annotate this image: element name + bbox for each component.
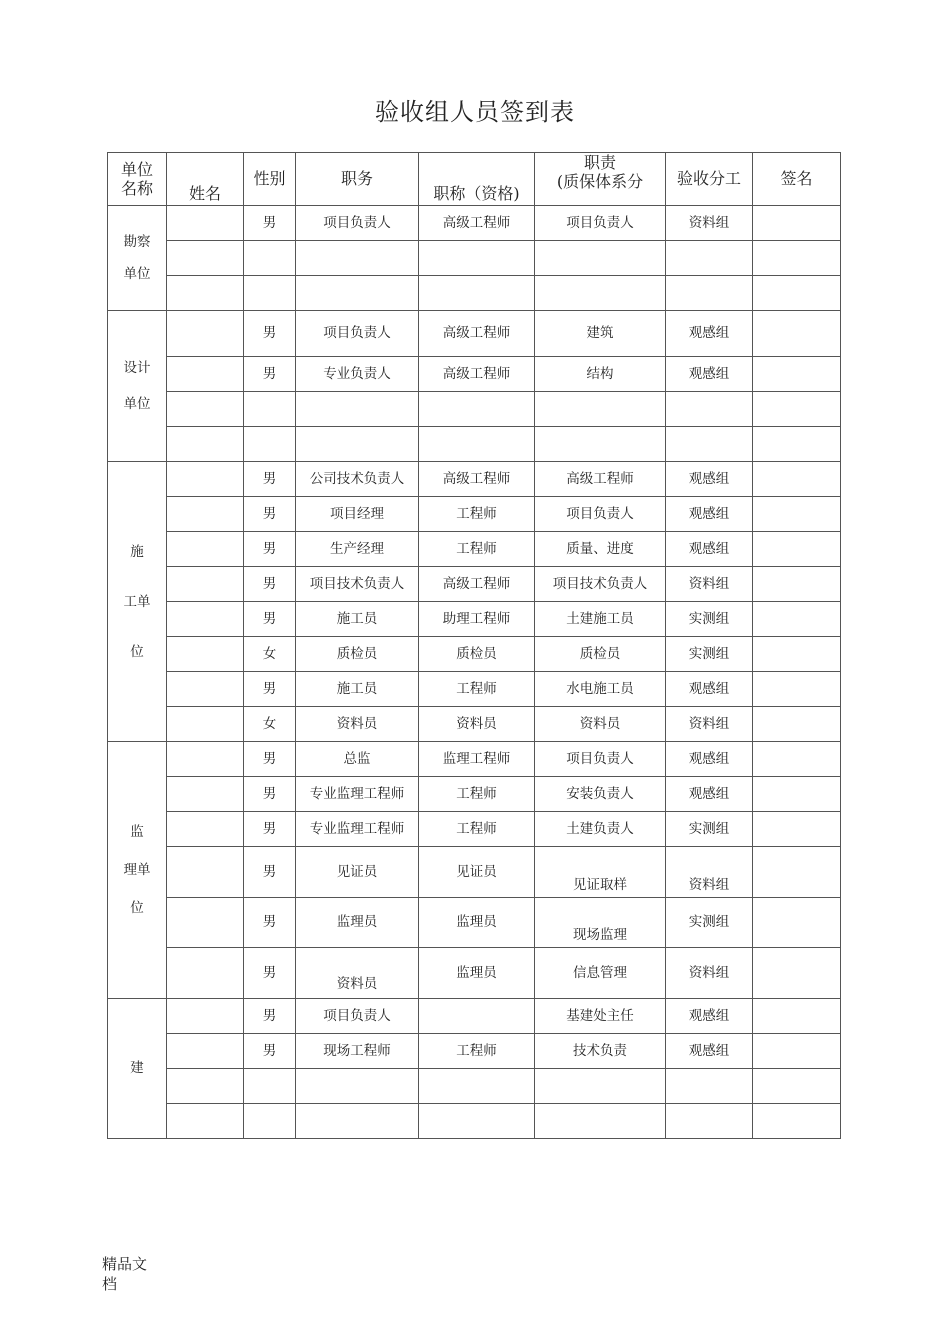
signature-cell[interactable]: [753, 742, 841, 777]
header-unit-line2: 名称: [120, 179, 153, 198]
signature-cell[interactable]: [753, 241, 841, 276]
position-cell: 施工员: [296, 672, 419, 707]
name-cell[interactable]: [167, 777, 244, 812]
group-label-line: 建: [130, 1060, 144, 1077]
group-label-line: 设计: [123, 360, 151, 376]
role-cell: [666, 1104, 753, 1139]
table-row: [108, 241, 841, 276]
table-row: [108, 742, 841, 777]
responsibility-cell: [535, 427, 666, 462]
sign-in-table: [107, 152, 841, 1139]
gender-cell: 男: [244, 462, 296, 497]
role-cell: 观感组: [666, 1034, 753, 1069]
table-row: [108, 427, 841, 462]
signature-cell[interactable]: [753, 847, 841, 898]
name-cell[interactable]: [167, 427, 244, 462]
position-cell: 专业监理工程师: [296, 777, 419, 812]
position-cell: 见证员: [296, 847, 419, 898]
position-cell: [296, 392, 419, 427]
name-cell[interactable]: [167, 276, 244, 311]
header-unit-line1: 单位: [120, 159, 153, 179]
responsibility-cell: 信息管理: [535, 948, 666, 999]
name-cell[interactable]: [167, 672, 244, 707]
responsibility-cell: [535, 1104, 666, 1139]
gender-cell: [244, 427, 296, 462]
title-cell: [419, 427, 535, 462]
table-row: [108, 999, 841, 1034]
table-row: [108, 276, 841, 311]
responsibility-cell: 技术负责: [535, 1034, 666, 1069]
signature-cell[interactable]: [753, 812, 841, 847]
signature-cell[interactable]: [753, 392, 841, 427]
responsibility-cell: 土建施工员: [535, 602, 666, 637]
table-row: [108, 462, 841, 497]
name-cell[interactable]: [167, 948, 244, 999]
name-cell[interactable]: [167, 1069, 244, 1104]
role-cell: 观感组: [666, 672, 753, 707]
gender-cell: 男: [244, 602, 296, 637]
role-cell: [666, 241, 753, 276]
title-cell: 高级工程师: [419, 462, 535, 497]
title-cell: 监理员: [419, 948, 535, 999]
gender-cell: 男: [244, 898, 296, 948]
responsibility-cell: [535, 241, 666, 276]
header-row: [108, 153, 841, 206]
name-cell[interactable]: [167, 602, 244, 637]
header-position: 职务: [296, 153, 419, 206]
table-row: [108, 948, 841, 999]
gender-cell: 男: [244, 206, 296, 241]
header-name: 姓名: [167, 153, 244, 206]
table-row: [108, 847, 841, 898]
header-role: 验收分工: [666, 153, 753, 206]
gender-cell: [244, 392, 296, 427]
gender-cell: 男: [244, 311, 296, 357]
gender-cell: 男: [244, 742, 296, 777]
signature-cell[interactable]: [753, 206, 841, 241]
responsibility-cell: 资料员: [535, 707, 666, 742]
signature-cell[interactable]: [753, 497, 841, 532]
role-cell: 资料组: [666, 567, 753, 602]
table-row: [108, 497, 841, 532]
group-label-construction: [108, 462, 167, 742]
name-cell[interactable]: [167, 206, 244, 241]
role-cell: 观感组: [666, 742, 753, 777]
signature-cell[interactable]: [753, 311, 841, 357]
group-label-line: 施: [130, 543, 144, 560]
responsibility-cell: 基建处主任: [535, 999, 666, 1034]
role-cell: [666, 427, 753, 462]
title-cell: [419, 999, 535, 1034]
role-cell: 资料组: [666, 847, 753, 898]
table-row: [108, 602, 841, 637]
title-cell: 高级工程师: [419, 311, 535, 357]
responsibility-cell: [535, 1069, 666, 1104]
name-cell[interactable]: [167, 532, 244, 567]
name-cell[interactable]: [167, 392, 244, 427]
table-row: [108, 357, 841, 392]
gender-cell: 女: [244, 707, 296, 742]
name-cell[interactable]: [167, 497, 244, 532]
responsibility-cell: 现场监理: [535, 898, 666, 948]
role-cell: 观感组: [666, 311, 753, 357]
role-cell: 观感组: [666, 532, 753, 567]
signature-cell[interactable]: [753, 1104, 841, 1139]
group-label-line: 理单: [123, 862, 151, 878]
footer-line: 精品文: [102, 1255, 148, 1273]
role-cell: 实测组: [666, 602, 753, 637]
table-row: [108, 672, 841, 707]
table-row: [108, 206, 841, 241]
group-label-line: 监: [130, 824, 144, 840]
title-cell: 工程师: [419, 532, 535, 567]
signature-cell[interactable]: [753, 602, 841, 637]
name-cell[interactable]: [167, 812, 244, 847]
header-responsibility: [535, 153, 666, 206]
group-label-line: 单位: [123, 266, 151, 282]
signature-cell[interactable]: [753, 1069, 841, 1104]
title-cell: 高级工程师: [419, 357, 535, 392]
gender-cell: 男: [244, 999, 296, 1034]
footer-watermark: [102, 1254, 162, 1294]
gender-cell: 男: [244, 777, 296, 812]
name-cell[interactable]: [167, 1104, 244, 1139]
responsibility-cell: 质检员: [535, 637, 666, 672]
position-cell: 专业监理工程师: [296, 812, 419, 847]
position-cell: [296, 241, 419, 276]
role-cell: 观感组: [666, 777, 753, 812]
title-cell: 工程师: [419, 497, 535, 532]
title-cell: 质检员: [419, 637, 535, 672]
name-cell[interactable]: [167, 847, 244, 898]
responsibility-cell: 项目负责人: [535, 497, 666, 532]
position-cell: 总监: [296, 742, 419, 777]
group-label-line: 位: [130, 900, 144, 916]
role-cell: 资料组: [666, 707, 753, 742]
table-row: [108, 707, 841, 742]
title-cell: 资料员: [419, 707, 535, 742]
title-cell: 监理员: [419, 898, 535, 948]
signature-cell[interactable]: [753, 357, 841, 392]
signature-cell[interactable]: [753, 532, 841, 567]
responsibility-cell: 项目负责人: [535, 206, 666, 241]
position-cell: 项目负责人: [296, 311, 419, 357]
title-cell: 工程师: [419, 812, 535, 847]
responsibility-cell: 见证取样: [535, 847, 666, 898]
title-cell: 工程师: [419, 672, 535, 707]
name-cell[interactable]: [167, 462, 244, 497]
responsibility-cell: 水电施工员: [535, 672, 666, 707]
position-cell: 监理员: [296, 898, 419, 948]
name-cell[interactable]: [167, 742, 244, 777]
responsibility-cell: 质量、进度: [535, 532, 666, 567]
role-cell: [666, 276, 753, 311]
position-cell: 专业负责人: [296, 357, 419, 392]
responsibility-cell: [535, 392, 666, 427]
position-cell: 施工员: [296, 602, 419, 637]
table-row: [108, 1069, 841, 1104]
title-cell: [419, 1069, 535, 1104]
footer-line: 档: [102, 1275, 118, 1293]
name-cell[interactable]: [167, 707, 244, 742]
signature-cell[interactable]: [753, 948, 841, 999]
table-row: [108, 311, 841, 357]
position-cell: 项目负责人: [296, 206, 419, 241]
role-cell: 观感组: [666, 357, 753, 392]
role-cell: 实测组: [666, 898, 753, 948]
table-row: [108, 532, 841, 567]
signature-cell[interactable]: [753, 672, 841, 707]
signature-cell[interactable]: [753, 707, 841, 742]
title-cell: 高级工程师: [419, 567, 535, 602]
signature-cell[interactable]: [753, 427, 841, 462]
signature-cell[interactable]: [753, 567, 841, 602]
group-label-line: 单位: [123, 396, 151, 412]
position-cell: 现场工程师: [296, 1034, 419, 1069]
position-cell: 公司技术负责人: [296, 462, 419, 497]
gender-cell: 女: [244, 637, 296, 672]
responsibility-cell: 项目负责人: [535, 742, 666, 777]
header-resp-line2: (质保体系分: [556, 172, 644, 192]
gender-cell: 男: [244, 812, 296, 847]
gender-cell: 男: [244, 567, 296, 602]
responsibility-cell: 高级工程师: [535, 462, 666, 497]
role-cell: 资料组: [666, 206, 753, 241]
position-cell: [296, 1104, 419, 1139]
table-row: [108, 637, 841, 672]
role-cell: 资料组: [666, 948, 753, 999]
group-label-line: 工单: [123, 593, 151, 610]
name-cell[interactable]: [167, 1034, 244, 1069]
name-cell[interactable]: [167, 898, 244, 948]
signature-cell[interactable]: [753, 637, 841, 672]
position-cell: [296, 1069, 419, 1104]
table-row: [108, 812, 841, 847]
table-row: [108, 777, 841, 812]
position-cell: 项目负责人: [296, 999, 419, 1034]
name-cell[interactable]: [167, 311, 244, 357]
table-row: [108, 567, 841, 602]
signature-cell[interactable]: [753, 276, 841, 311]
name-cell[interactable]: [167, 241, 244, 276]
title-cell: 见证员: [419, 847, 535, 898]
position-cell: 生产经理: [296, 532, 419, 567]
title-cell: 高级工程师: [419, 206, 535, 241]
position-cell: 项目经理: [296, 497, 419, 532]
position-cell: [296, 427, 419, 462]
group-label-design: [108, 311, 167, 462]
position-cell: 资料员: [296, 707, 419, 742]
responsibility-cell: [535, 276, 666, 311]
name-cell[interactable]: [167, 357, 244, 392]
signature-cell[interactable]: [753, 777, 841, 812]
gender-cell: 男: [244, 357, 296, 392]
group-label-line: 位: [130, 643, 144, 660]
gender-cell: [244, 1104, 296, 1139]
gender-cell: 男: [244, 532, 296, 567]
role-cell: 观感组: [666, 462, 753, 497]
role-cell: [666, 1069, 753, 1104]
responsibility-cell: 土建负责人: [535, 812, 666, 847]
position-cell: 资料员: [296, 948, 419, 999]
role-cell: [666, 392, 753, 427]
gender-cell: 男: [244, 497, 296, 532]
page-title: 验收组人员签到表: [375, 98, 575, 126]
role-cell: 观感组: [666, 999, 753, 1034]
name-cell[interactable]: [167, 999, 244, 1034]
position-cell: 项目技术负责人: [296, 567, 419, 602]
table-row: [108, 1034, 841, 1069]
gender-cell: [244, 241, 296, 276]
gender-cell: 男: [244, 1034, 296, 1069]
gender-cell: [244, 1069, 296, 1104]
group-label-line: 勘察: [123, 234, 151, 250]
signature-cell[interactable]: [753, 462, 841, 497]
name-cell[interactable]: [167, 637, 244, 672]
responsibility-cell: 安装负责人: [535, 777, 666, 812]
title-cell: 监理工程师: [419, 742, 535, 777]
gender-cell: [244, 276, 296, 311]
table-row: [108, 1104, 841, 1139]
responsibility-cell: 项目技术负责人: [535, 567, 666, 602]
title-cell: [419, 241, 535, 276]
title-cell: 助理工程师: [419, 602, 535, 637]
gender-cell: 男: [244, 847, 296, 898]
header-resp-line1: 职责: [583, 153, 616, 172]
signature-cell[interactable]: [753, 1034, 841, 1069]
group-label-supervision: [108, 742, 167, 999]
title-cell: [419, 276, 535, 311]
role-cell: 实测组: [666, 812, 753, 847]
gender-cell: 男: [244, 672, 296, 707]
responsibility-cell: 结构: [535, 357, 666, 392]
table-row: [108, 898, 841, 948]
title-cell: 工程师: [419, 1034, 535, 1069]
signature-cell[interactable]: [753, 999, 841, 1034]
header-title: 职称（资格): [419, 153, 535, 206]
gender-cell: 男: [244, 948, 296, 999]
title-cell: 工程师: [419, 777, 535, 812]
header-unit: [108, 153, 167, 206]
position-cell: [296, 276, 419, 311]
role-cell: 观感组: [666, 497, 753, 532]
signature-cell[interactable]: [753, 898, 841, 948]
group-label-survey: [108, 206, 167, 311]
title-cell: [419, 1104, 535, 1139]
responsibility-cell: 建筑: [535, 311, 666, 357]
title-cell: [419, 392, 535, 427]
table-row: [108, 392, 841, 427]
header-gender: 性别: [244, 153, 296, 206]
header-signature: 签名: [753, 153, 841, 206]
name-cell[interactable]: [167, 567, 244, 602]
role-cell: 实测组: [666, 637, 753, 672]
group-label-owner: [108, 999, 167, 1139]
position-cell: 质检员: [296, 637, 419, 672]
